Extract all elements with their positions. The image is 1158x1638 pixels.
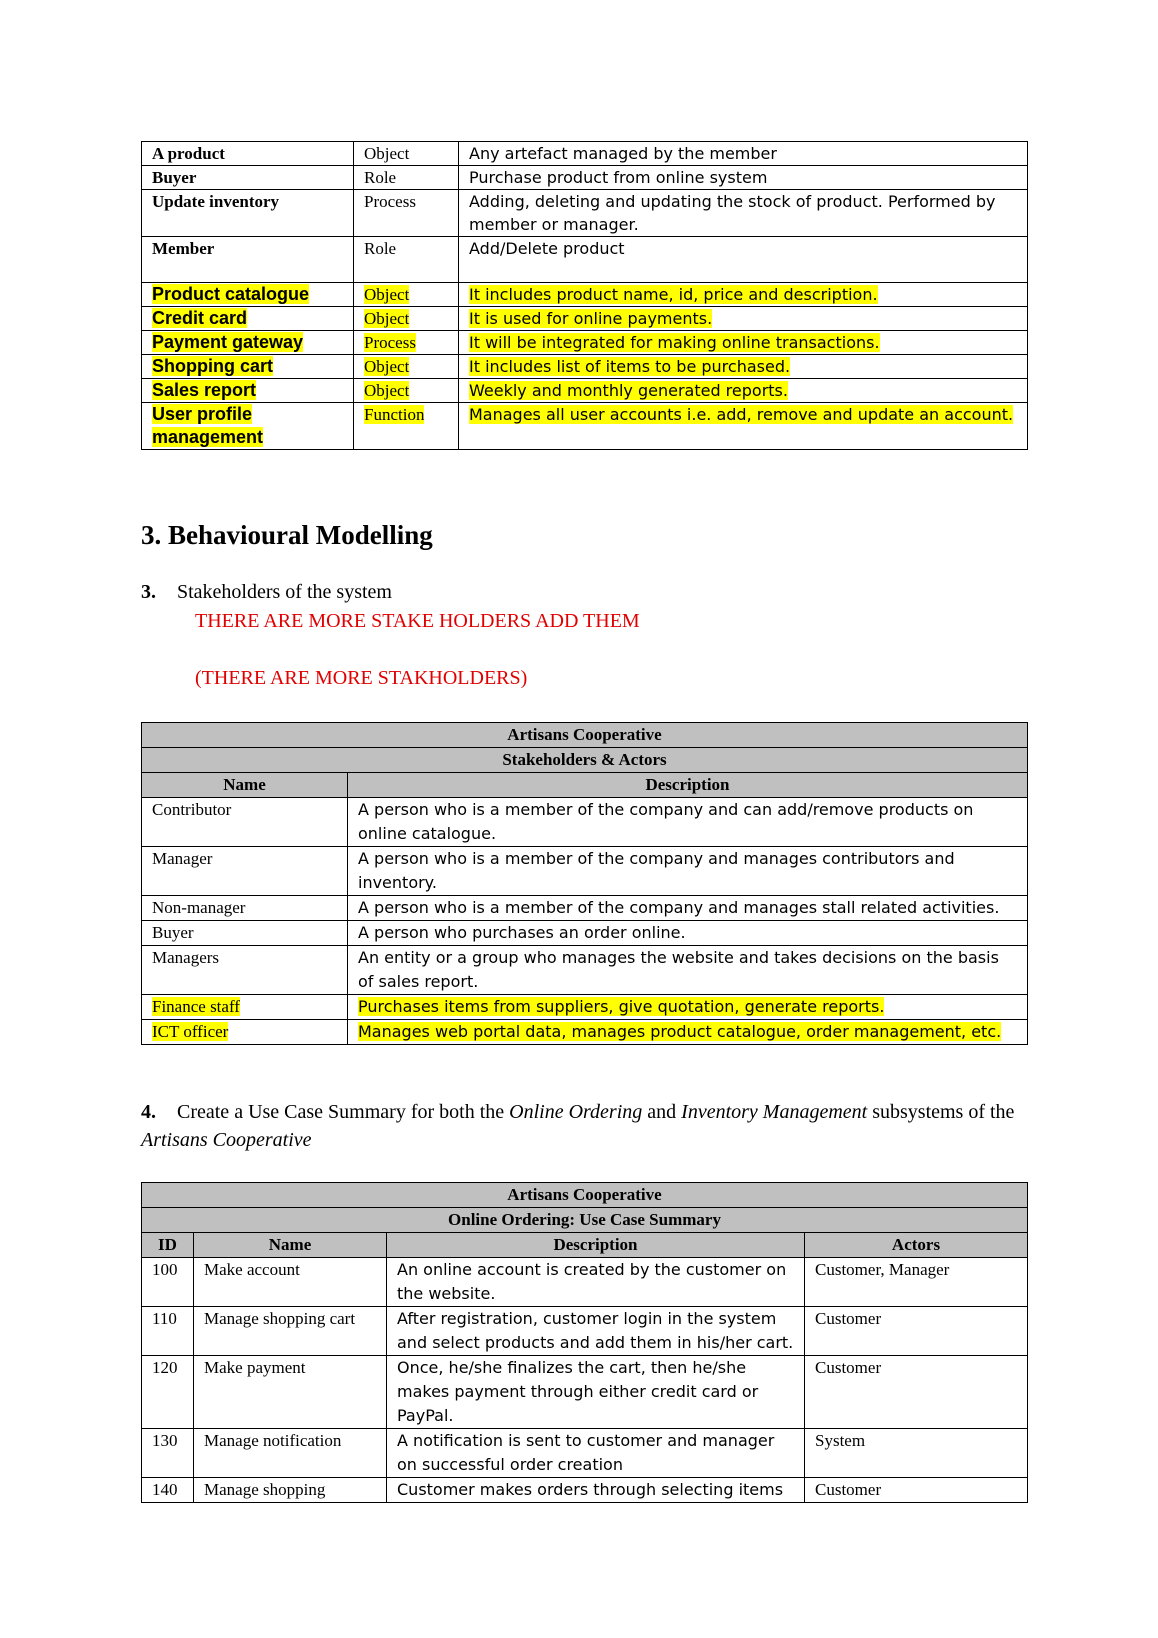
highlighted-text: Object [364,357,410,376]
term-cell: Update inventory [142,190,354,237]
highlighted-text: ICT officer [152,1022,229,1041]
id-cell: 110 [142,1307,194,1356]
term-cell: A product [142,142,354,166]
highlighted-text: It is used for online payments. [469,309,713,328]
table-subtitle-row [142,748,1028,773]
highlighted-text: Object [364,285,410,304]
description-cell: An online account is created by the customer on the website. [387,1258,805,1307]
highlighted-text: It will be integrated for making online transactions. [469,333,880,352]
description-cell: An entity or a group who manages the website and takes decisions on the basis of sales report. [348,946,1028,995]
description-cell [459,283,1028,307]
actors-cell: Customer [805,1307,1028,1356]
highlighted-text: Credit card [152,308,248,328]
id-cell: 120 [142,1356,194,1429]
highlighted-text: Weekly and monthly generated reports. [469,381,788,400]
highlighted-text: Sales report [152,380,257,400]
highlighted-text: It includes list of items to be purchased. [469,357,791,376]
reviewer-note: (THERE ARE MORE STAKHOLDERS) [195,667,528,689]
stakeholders-table [141,722,1028,1045]
table-row [142,1258,1028,1307]
table-row [142,331,1028,355]
actors-cell: Customer [805,1478,1028,1503]
description-cell: Once, he/she finalizes the cart, then he/she makes payment through either credit card or PayPal. [387,1356,805,1429]
highlighted-text: Finance staff [152,997,240,1016]
highlighted-text: It includes product name, id, price and description. [469,285,878,304]
column-header: Description [387,1233,805,1258]
table-title-row [142,723,1028,748]
table-subtitle: Online Ordering: Use Case Summary [142,1208,1028,1233]
description-cell: Customer makes orders through selecting items [387,1478,805,1503]
italic-text: Online Ordering [509,1101,643,1123]
list-text: subsystems of the [867,1101,1015,1123]
type-cell: Role [354,166,459,190]
description-cell: Add/Delete product [459,237,1028,283]
type-cell: Object [354,142,459,166]
description-cell [459,331,1028,355]
table-row [142,921,1028,946]
term-cell [142,307,354,331]
table-row [142,896,1028,921]
type-cell [354,283,459,307]
table-row [142,283,1028,307]
description-cell [459,355,1028,379]
table-row [142,379,1028,403]
list-text: and [642,1101,682,1123]
name-cell: Manage notification [194,1429,387,1478]
table-row [142,190,1028,237]
id-cell: 130 [142,1429,194,1478]
highlighted-text: Object [364,309,410,328]
table-title: Artisans Cooperative [142,723,1028,748]
term-cell [142,403,354,450]
description-cell [459,379,1028,403]
term-cell: Member [142,237,354,283]
name-cell: Manage shopping [194,1478,387,1503]
highlighted-text: Function [364,405,425,424]
name-cell: Managers [142,946,348,995]
highlighted-text: Manages web portal data, manages product catalogue, order management, etc. [358,1022,1002,1041]
section-heading: 3. Behavioural Modelling [141,520,433,550]
description-cell: A notification is sent to customer and manager on successful order creation [387,1429,805,1478]
table-row [142,946,1028,995]
list-number: 3. [141,581,156,603]
column-header: ID [142,1233,194,1258]
reviewer-note: THERE ARE MORE STAKE HOLDERS ADD THEM [195,610,640,632]
table-title: Artisans Cooperative [142,1183,1028,1208]
description-cell: Any artefact managed by the member [459,142,1028,166]
table-row [142,1307,1028,1356]
actors-cell: Customer [805,1356,1028,1429]
table-row [142,1429,1028,1478]
highlighted-text: Object [364,381,410,400]
highlighted-text: Product catalogue [152,284,310,304]
table-row [142,237,1028,283]
table-row [142,355,1028,379]
table-header-row [142,773,1028,798]
description-cell: A person who is a member of the company and manages stall related activities. [348,896,1028,921]
column-header: Description [348,773,1028,798]
table-row [142,1020,1028,1045]
table-row [142,798,1028,847]
list-number: 4. [141,1101,156,1123]
list-text: Stakeholders of the system [177,581,392,603]
column-header: Actors [805,1233,1028,1258]
description-cell [459,307,1028,331]
term-cell [142,283,354,307]
table-row [142,995,1028,1020]
table-subtitle-row [142,1208,1028,1233]
table-row [142,166,1028,190]
term-cell [142,379,354,403]
table-header-row [142,1233,1028,1258]
highlighted-text: Shopping cart [152,356,273,376]
use-case-summary-table [141,1182,1028,1503]
table-row [142,847,1028,896]
list-item-3 [141,578,392,606]
glossary-table [141,141,1028,450]
description-cell: Adding, deleting and updating the stock of product. Performed by member or manager. [459,190,1028,237]
name-cell [142,995,348,1020]
list-item-4 [141,1098,1031,1154]
description-cell [348,995,1028,1020]
actors-cell: System [805,1429,1028,1478]
italic-text: Artisans Cooperative [141,1129,312,1151]
highlighted-text: Purchases items from suppliers, give quotation, generate reports. [358,997,885,1016]
name-cell: Manage shopping cart [194,1307,387,1356]
table-row [142,403,1028,450]
highlighted-text: Payment gateway [152,332,304,352]
table-row [142,142,1028,166]
table-subtitle: Stakeholders & Actors [142,748,1028,773]
name-cell: Manager [142,847,348,896]
italic-text: Inventory Management [681,1101,868,1123]
type-cell: Process [354,190,459,237]
description-cell [459,403,1028,450]
description-cell: A person who is a member of the company and manages contributors and inventory. [348,847,1028,896]
type-cell [354,307,459,331]
highlighted-text: Manages all user accounts i.e. add, remove and update an account. [469,405,1014,424]
description-cell: A person who purchases an order online. [348,921,1028,946]
highlighted-text: User profile management [152,404,264,447]
term-cell: Buyer [142,166,354,190]
term-cell [142,331,354,355]
type-cell: Role [354,237,459,283]
table-row [142,1478,1028,1503]
column-header: Name [142,773,348,798]
id-cell: 100 [142,1258,194,1307]
description-cell: Purchase product from online system [459,166,1028,190]
table-row [142,1356,1028,1429]
type-cell [354,379,459,403]
description-cell: A person who is a member of the company and can add/remove products on online catalogue. [348,798,1028,847]
type-cell [354,355,459,379]
table-title-row [142,1183,1028,1208]
description-cell [348,1020,1028,1045]
term-cell [142,355,354,379]
column-header: Name [194,1233,387,1258]
name-cell [142,1020,348,1045]
table-row [142,307,1028,331]
highlighted-text: Process [364,333,416,352]
actors-cell: Customer, Manager [805,1258,1028,1307]
name-cell: Make account [194,1258,387,1307]
list-text: Create a Use Case Summary for both the [177,1101,510,1123]
name-cell: Non-manager [142,896,348,921]
name-cell: Contributor [142,798,348,847]
id-cell: 140 [142,1478,194,1503]
name-cell: Buyer [142,921,348,946]
type-cell [354,403,459,450]
name-cell: Make payment [194,1356,387,1429]
description-cell: After registration, customer login in the system and select products and add them in his/her cart. [387,1307,805,1356]
type-cell [354,331,459,355]
